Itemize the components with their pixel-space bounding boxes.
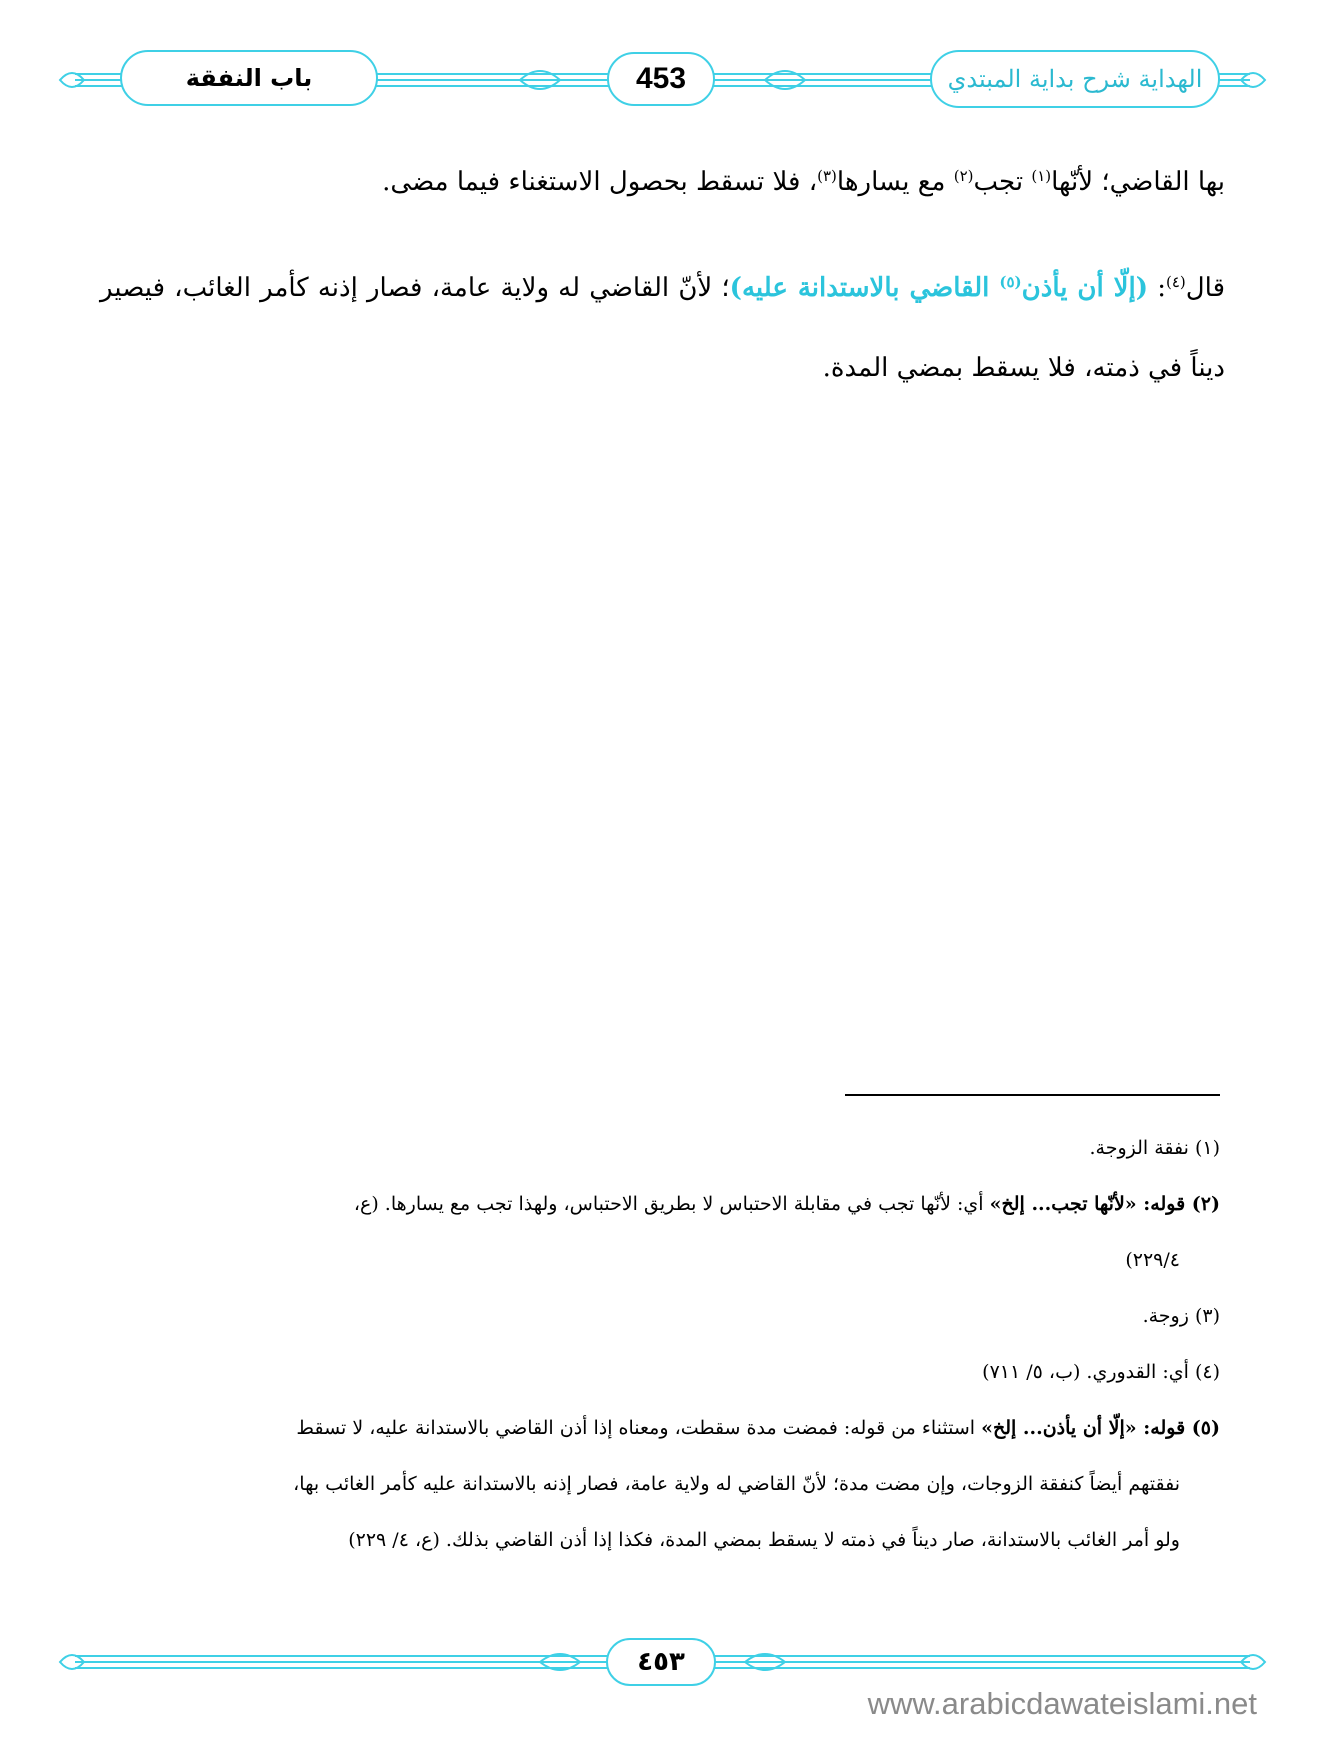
footnote-text: استثناء من قوله: فمضت مدة سقطت، ومعناه إذا أذن القاضي بالاستدانة عليه، لا تسقط xyxy=(296,1417,982,1439)
footnote-ref-1[interactable]: (١) xyxy=(1031,167,1052,185)
text-run: تجب xyxy=(973,167,1032,197)
page-number: 453 xyxy=(607,52,715,106)
footnote-text: ولو أمر الغائب بالاستدانة، صار ديناً في ذمته لا يسقط بمضي المدة، فكذا إذا أذن القاضي بذلك. (ع، ٤/ ٢٢٩) xyxy=(348,1529,1180,1551)
footnote-ref-5[interactable]: (٥) xyxy=(999,273,1022,291)
footnote-divider xyxy=(845,1094,1220,1096)
footnote-label: (٥) قوله: «إلّا أن يأذن... إلخ» xyxy=(981,1417,1220,1439)
footnote-3: (٣) زوجة. xyxy=(1142,1305,1220,1327)
footnote-text: أي: لأنّها تجب في مقابلة الاحتباس لا بطريق الاحتباس، ولهذا تجب مع يسارها. (ع، xyxy=(353,1193,990,1215)
footnote-ref-2[interactable]: (٢) xyxy=(953,167,974,185)
footnote-1: (١) نفقة الزوجة. xyxy=(1089,1137,1220,1159)
footnote-text: نفقتهم أيضاً كنفقة الزوجات، وإن مضت مدة؛ لأنّ القاضي له ولاية عامة، فصار إذنه بالاستدانة عليه كأمر الغائب بها، xyxy=(293,1473,1180,1495)
text-run: مع يسارها xyxy=(836,167,954,197)
text-run: ؛ لأنّ القاضي له ولاية عامة، فصار إذنه كأمر الغائب، فيصير ديناً في ذمته، فلا يسقط بمضي المدة. xyxy=(100,273,1225,383)
footnote-4: (٤) أي: القدوري. (ب، ٥/ ٧١١) xyxy=(982,1361,1220,1383)
footnote-5 xyxy=(100,1400,1220,1568)
website-link[interactable]: www.arabicdawateislami.net xyxy=(867,1686,1257,1721)
text-run: قال xyxy=(1185,273,1225,303)
book-title: الهداية شرح بداية المبتدي xyxy=(930,50,1220,108)
footnote-ref-4[interactable]: (٤) xyxy=(1165,273,1186,291)
footnotes xyxy=(100,1120,1220,1568)
text-run: : xyxy=(1148,273,1166,303)
chapter-title: باب النفقة xyxy=(120,50,378,106)
footnote-2 xyxy=(100,1176,1220,1288)
text-run: القاضي بالاستدانة عليه) xyxy=(729,273,1000,303)
paragraph-2 xyxy=(100,248,1225,408)
text-run: بها القاضي؛ لأنّها xyxy=(1051,167,1225,197)
footnote-text: ٢٢٩/٤) xyxy=(1125,1249,1180,1271)
matn-highlight xyxy=(730,273,1148,303)
text-run: ، فلا تسقط بحصول الاستغناء فيما مضى. xyxy=(382,167,818,197)
footnote-label: (٢) قوله: «لأنّها تجب... إلخ» xyxy=(989,1193,1220,1215)
text-run: (إلّا أن يأذن xyxy=(1021,273,1149,303)
paragraph-1 xyxy=(100,160,1225,204)
footer-page-number: ٤٥٣ xyxy=(606,1638,716,1686)
footnote-ref-3[interactable]: (٣) xyxy=(817,167,837,185)
